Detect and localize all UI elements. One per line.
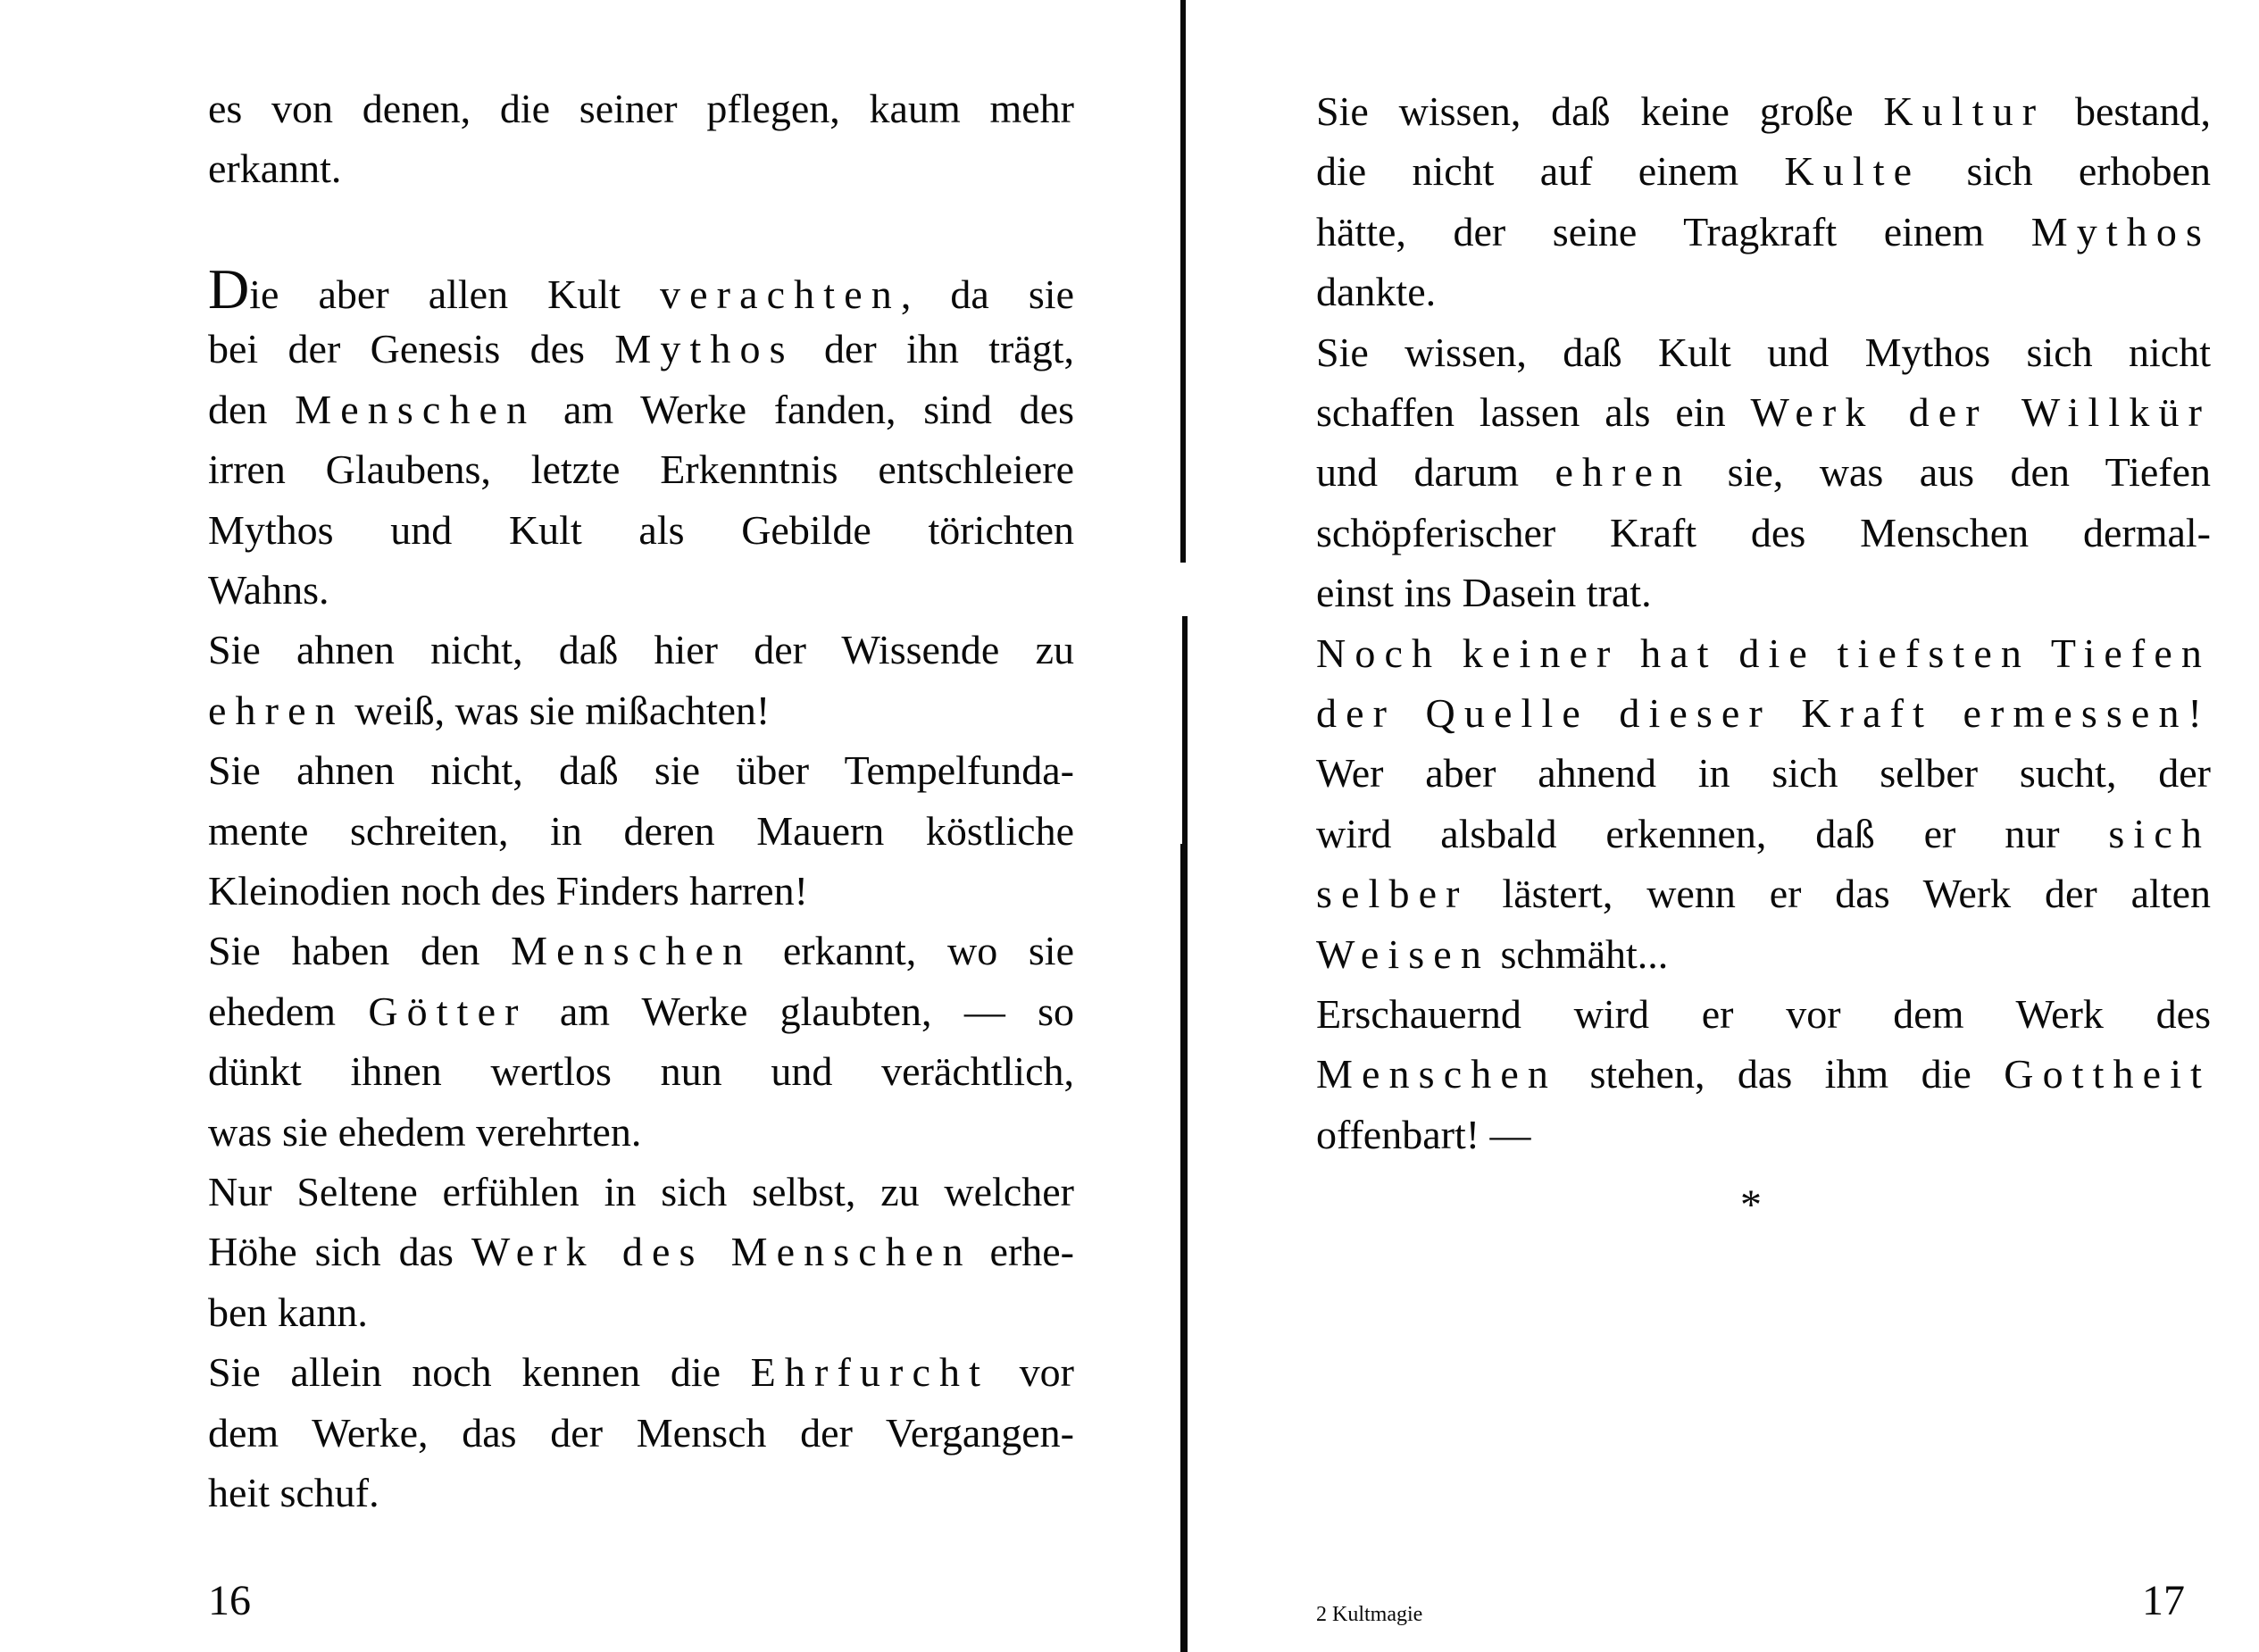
text-line bbox=[1316, 1047, 2211, 1101]
emphasized-spaced-text: Mythos bbox=[614, 326, 795, 371]
text-line bbox=[208, 257, 1074, 321]
text-run: es von denen, die seiner pflegen, kaum mehr bbox=[208, 86, 1074, 131]
text-run: Sie haben den bbox=[208, 928, 512, 973]
text-line bbox=[208, 504, 1074, 557]
text-run: den bbox=[208, 387, 296, 432]
text-run: Nur Seltene erfühlen in sich selbst, zu welcher bbox=[208, 1169, 1074, 1214]
text-run: heit schuf. bbox=[208, 1470, 379, 1515]
emphasized-spaced-text: ehren bbox=[208, 688, 345, 733]
text-line bbox=[208, 1045, 1074, 1098]
text-line bbox=[1316, 928, 2211, 981]
text-line bbox=[208, 744, 1074, 797]
emphasized-spaced-text: ehren bbox=[1555, 449, 1692, 495]
emphasized-spaced-text: verachten bbox=[660, 271, 901, 317]
text-run: erhe- bbox=[971, 1229, 1074, 1274]
text-run: weiß, was sie mißachten! bbox=[344, 688, 771, 733]
text-line bbox=[208, 1466, 1074, 1520]
text-line bbox=[1316, 687, 2211, 740]
text-run: Höhe sich das bbox=[208, 1229, 471, 1274]
text-run: Sie ahnen nicht, daß hier der Wissende zu bbox=[208, 627, 1074, 672]
text-line bbox=[208, 443, 1074, 496]
text-line bbox=[1316, 326, 2211, 380]
text-run: Sie ahnen nicht, daß sie über Tempelfunda- bbox=[208, 747, 1074, 793]
emphasized-spaced-text: Menschen bbox=[295, 387, 537, 432]
text-line bbox=[1316, 566, 2211, 620]
text-run: ie aber allen Kult bbox=[249, 271, 660, 317]
text-line bbox=[1316, 807, 2211, 861]
text-run: Sie allein noch kennen die bbox=[208, 1349, 751, 1395]
text-run: mente schreiten, in deren Mauern köstliche bbox=[208, 808, 1074, 854]
text-line bbox=[208, 684, 1074, 738]
emphasized-spaced-text: Kultur bbox=[1883, 88, 2046, 134]
text-run: irren Glaubens, letzte Erkenntnis entschleiere bbox=[208, 446, 1074, 492]
drop-cap: D bbox=[208, 257, 250, 321]
text-run: , da sie bbox=[900, 271, 1074, 317]
text-line bbox=[208, 864, 1074, 918]
text-run: schmäht... bbox=[1489, 931, 1669, 977]
emphasized-spaced-text: selber bbox=[1316, 871, 1469, 916]
text-line bbox=[1316, 205, 2211, 259]
text-run: ehedem bbox=[208, 989, 369, 1034]
text-run: ben kann. bbox=[208, 1289, 368, 1335]
text-run: Sie wissen, daß keine große bbox=[1316, 88, 1884, 134]
text-line bbox=[208, 1346, 1074, 1399]
emphasized-spaced-text: Werk des Menschen bbox=[471, 1229, 972, 1274]
text-run: sich erhoben bbox=[1921, 148, 2211, 194]
text-run: am Werke glaubten, — so bbox=[527, 989, 1074, 1034]
text-line bbox=[208, 985, 1074, 1039]
text-line bbox=[208, 322, 1074, 376]
text-line bbox=[1316, 627, 2211, 680]
signature-mark: 2 Kultmagie bbox=[1316, 1603, 1423, 1626]
text-run: bestand, bbox=[2045, 88, 2211, 134]
text-run: sie, was aus den Tiefen bbox=[1691, 449, 2211, 495]
emphasized-spaced-text: Menschen bbox=[1316, 1051, 1558, 1097]
text-line bbox=[208, 142, 1074, 196]
text-run: erkannt, wo sie bbox=[752, 928, 1074, 973]
emphasized-spaced-text: Gottheit bbox=[2004, 1051, 2211, 1097]
text-line bbox=[1316, 145, 2211, 198]
text-run: bei der Genesis des bbox=[208, 326, 615, 371]
page-number-left: 16 bbox=[208, 1577, 251, 1624]
text-run: hätte, der seine Tragkraft einem bbox=[1316, 209, 2031, 254]
text-run: Wahns. bbox=[208, 567, 329, 613]
book-gutter-line-lower bbox=[1180, 844, 1188, 1652]
emphasized-spaced-text: der Quelle dieser Kraft ermessen! bbox=[1316, 690, 2211, 736]
text-line bbox=[208, 563, 1074, 617]
text-line bbox=[208, 1406, 1074, 1460]
text-line bbox=[208, 805, 1074, 858]
text-run: lästert, wenn er das Werk der alten bbox=[1468, 871, 2211, 916]
text-run: Sie wissen, daß Kult und Mythos sich nicht bbox=[1316, 330, 2211, 375]
text-line bbox=[208, 82, 1074, 136]
text-line bbox=[1316, 85, 2211, 138]
text-run: Mythos und Kult als Gebilde törichten bbox=[208, 507, 1074, 553]
emphasized-spaced-text: Götter bbox=[368, 989, 528, 1034]
text-line bbox=[208, 383, 1074, 437]
text-line bbox=[1316, 506, 2211, 560]
emphasized-spaced-text: Mythos bbox=[2030, 209, 2211, 254]
emphasized-spaced-text: sich bbox=[2108, 811, 2211, 856]
text-line bbox=[1316, 386, 2211, 439]
text-line bbox=[1316, 265, 2211, 319]
right-page bbox=[1196, 0, 2259, 1652]
text-run: wird alsbald erkennen, daß er nur bbox=[1316, 811, 2109, 856]
book-gutter-line-center bbox=[1182, 616, 1188, 848]
emphasized-spaced-text: Ehrfurcht bbox=[750, 1349, 990, 1395]
text-line bbox=[208, 1106, 1074, 1159]
text-line bbox=[208, 1225, 1074, 1279]
text-run: Kleinodien noch des Finders harren! bbox=[208, 868, 808, 914]
emphasized-spaced-text: Menschen bbox=[511, 928, 753, 973]
text-run: Erschauernd wird er vor dem Werk des bbox=[1316, 991, 2211, 1037]
page-number-right: 17 bbox=[2142, 1577, 2185, 1624]
text-line bbox=[1316, 446, 2211, 499]
text-line bbox=[1316, 867, 2211, 921]
text-line bbox=[208, 623, 1074, 677]
text-run: dünkt ihnen wertlos nun und verächtlich, bbox=[208, 1048, 1074, 1094]
text-run: Wer aber ahnend in sich selber sucht, der bbox=[1316, 750, 2211, 796]
emphasized-spaced-text: Werk der Willkür bbox=[1750, 389, 2212, 435]
section-ornament-asterisk: * bbox=[1740, 1181, 1762, 1229]
text-run: einst ins Dasein trat. bbox=[1316, 570, 1652, 615]
text-line bbox=[208, 924, 1074, 978]
text-run: erkannt. bbox=[208, 146, 342, 192]
text-run: der ihn trägt, bbox=[794, 326, 1075, 371]
emphasized-spaced-text: Noch keiner hat die tiefsten Tiefen bbox=[1316, 630, 2211, 676]
text-line bbox=[208, 1286, 1074, 1339]
text-run: dem Werke, das der Mensch der Vergangen- bbox=[208, 1410, 1074, 1456]
text-line bbox=[208, 1165, 1074, 1219]
text-line bbox=[1316, 1108, 2211, 1162]
text-run: schaffen lassen als ein bbox=[1316, 389, 1751, 435]
text-run: offenbart! — bbox=[1316, 1112, 1531, 1157]
text-run: was sie ehedem verehrten. bbox=[208, 1109, 642, 1155]
text-run: die nicht auf einem bbox=[1316, 148, 1785, 194]
text-line bbox=[1316, 747, 2211, 800]
text-run: am Werke fanden, sind des bbox=[536, 387, 1075, 432]
text-run: vor bbox=[989, 1349, 1074, 1395]
text-run: stehen, das ihm die bbox=[1557, 1051, 2005, 1097]
text-run: dankte. bbox=[1316, 269, 1437, 314]
book-gutter-line-middle bbox=[1180, 0, 1186, 563]
text-run: und darum bbox=[1316, 449, 1555, 495]
emphasized-spaced-text: Weisen bbox=[1316, 931, 1490, 977]
emphasized-spaced-text: Kulte bbox=[1784, 148, 1921, 194]
text-run: schöpferischer Kraft des Menschen dermal- bbox=[1316, 510, 2211, 555]
text-line bbox=[1316, 988, 2211, 1041]
